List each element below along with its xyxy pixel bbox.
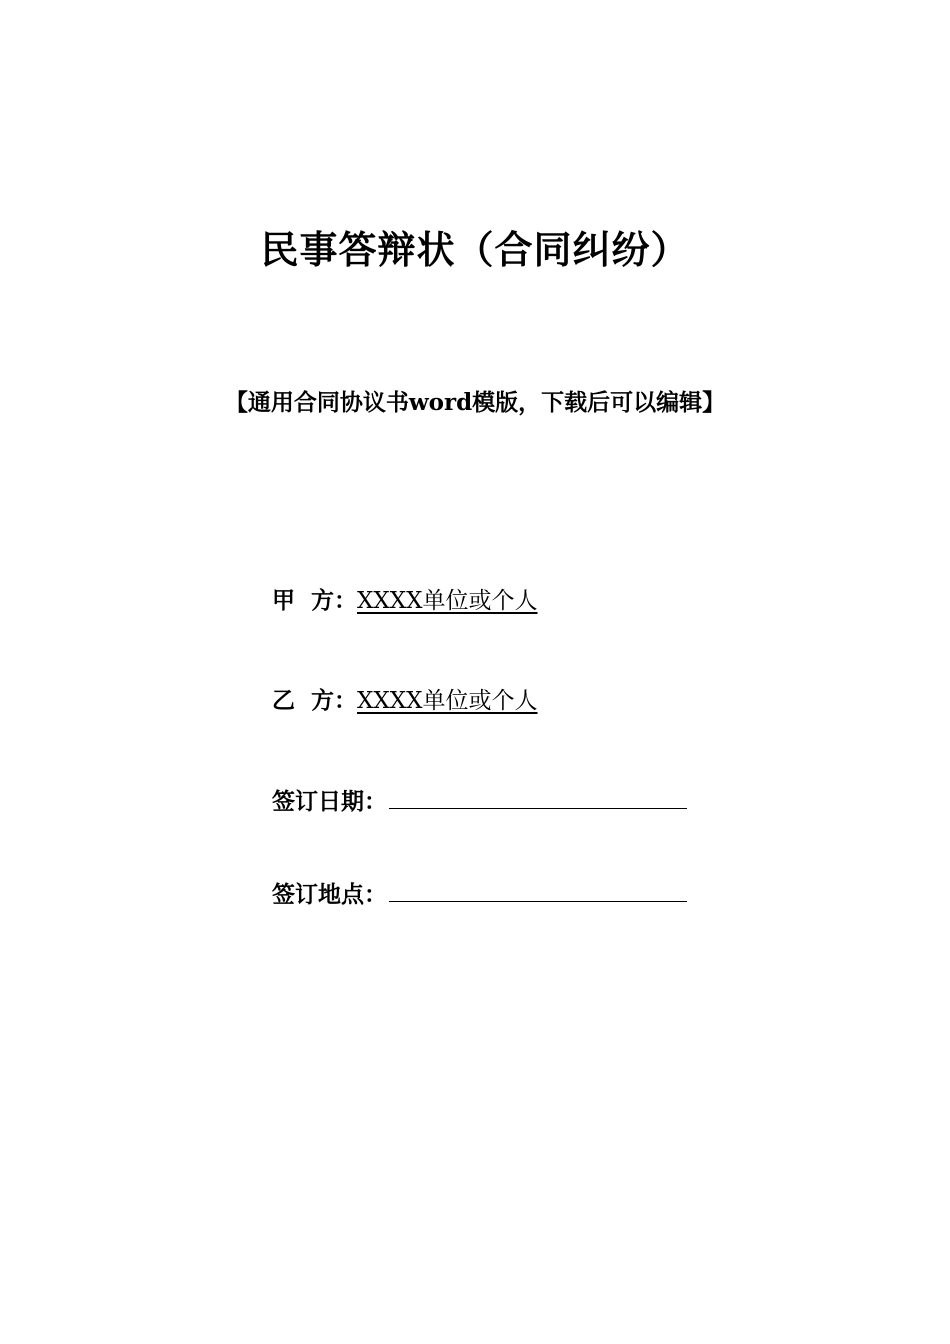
party-a-field (272, 584, 538, 618)
signing-place-blank-line (389, 877, 687, 902)
party-a-value: XXXX单位或个人 (357, 588, 538, 614)
party-b-label: 乙 方： (272, 687, 358, 714)
party-a-label: 甲 方： (272, 587, 358, 614)
signing-date-field (272, 784, 687, 819)
page-title: 民事答辩状（合同纠纷） (260, 227, 690, 272)
signing-date-label: 签订日期： (272, 788, 387, 815)
page-subtitle: 【通用合同协议书word模版，下载后可以编辑】 (224, 389, 726, 416)
signing-date-blank-line (389, 784, 687, 809)
party-b-field (272, 684, 538, 718)
party-b-value: XXXX单位或个人 (357, 688, 538, 714)
signing-place-label: 签订地点： (272, 881, 387, 908)
signing-place-field (272, 877, 687, 912)
